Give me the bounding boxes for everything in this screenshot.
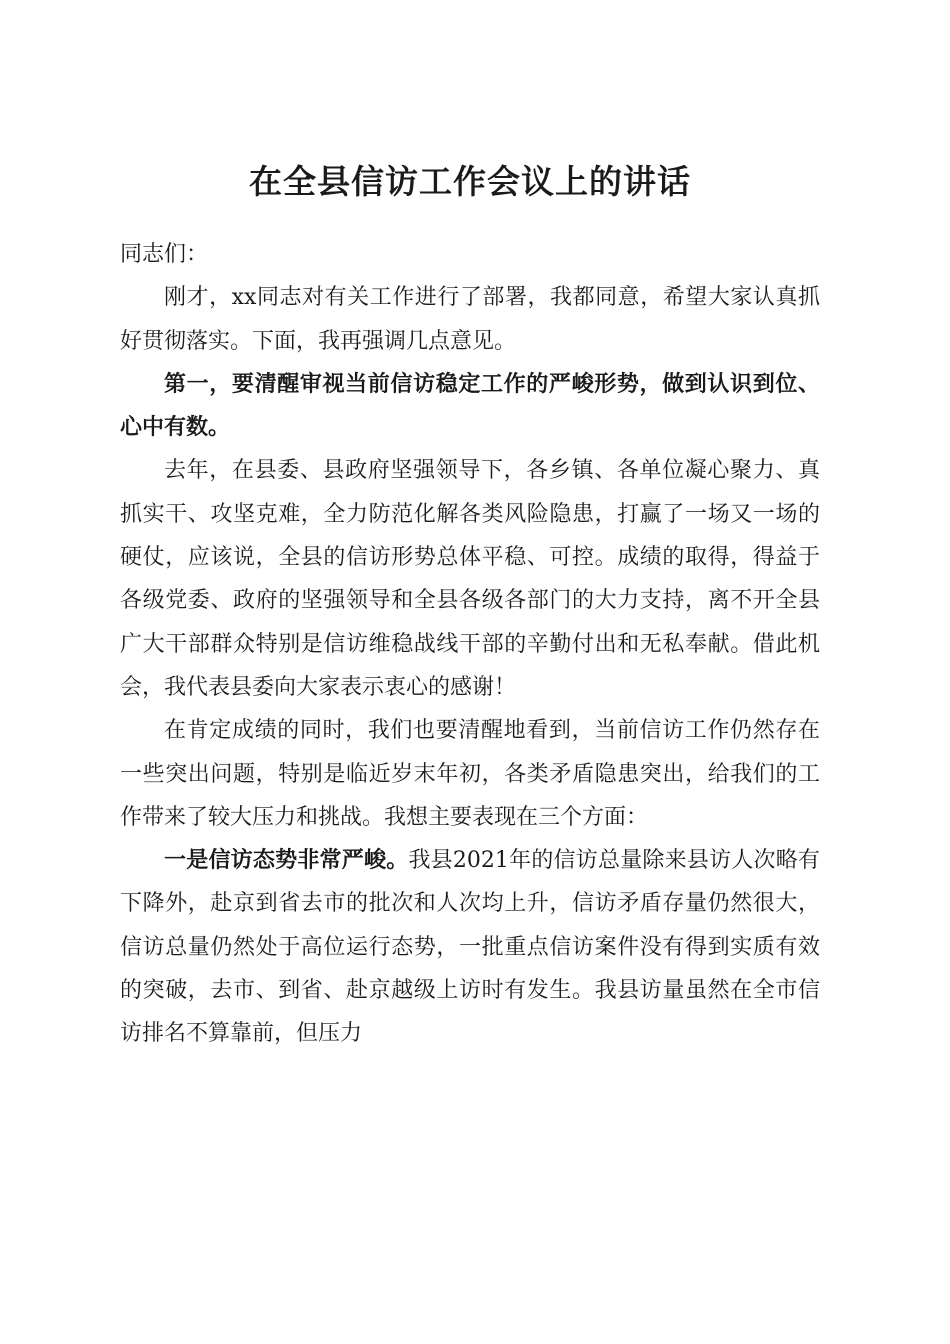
page-title: 在全县信访工作会议上的讲话 — [249, 162, 691, 202]
paragraph — [120, 276, 820, 363]
paragraph-text: 刚才，xx同志对有关工作进行了部署，我都同意，希望大家认真抓好贯彻落实。下面，我再强调几点意见。 — [120, 285, 820, 354]
paragraph — [120, 709, 820, 839]
paragraph — [120, 449, 820, 709]
paragraph — [120, 839, 820, 1055]
paragraph-text: 在肯定成绩的同时，我们也要清醒地看到，当前信访工作仍然存在一些突出问题，特别是临近岁末年初，各类矛盾隐患突出，给我们的工作带来了较大压力和挑战。我想主要表现在三个方面： — [120, 718, 820, 830]
document-body — [120, 233, 820, 1056]
section-heading — [120, 363, 820, 450]
paragraph-text: 我县2021年的信访总量除来县访人次略有下降外，赴京到省去市的批次和人次均上升，信访矛盾存量仍然很大，信访总量仍然处于高位运行态势，一批重点信访案件没有得到实质有效的突破，去市、到省、赴京越级上访时有发生。我县访量虽然在全市信访排名不算靠前，但压力 — [120, 848, 820, 1047]
salutation: 同志们： — [120, 242, 209, 267]
paragraph-text: 去年，在县委、县政府坚强领导下，各乡镇、各单位凝心聚力、真抓实干、攻坚克难，全力防范化解各类风险隐患，打赢了一场又一场的硬仗，应该说，全县的信访形势总体平稳、可控。成绩的取得，得益于各级党委、政府的坚强领导和全县各级各部门的大力支持，离不开全县广大干部群众特别是信访维稳战线干部的辛勤付出和无私奉献。借此机会，我代表县委向大家表示衷心的感谢！ — [120, 458, 820, 700]
section-heading-text: 第一，要清醒审视当前信访稳定工作的严峻形势，做到认识到位、心中有数。 — [120, 370, 820, 441]
paragraph-lead: 一是信访态势非常严峻。 — [164, 847, 409, 874]
